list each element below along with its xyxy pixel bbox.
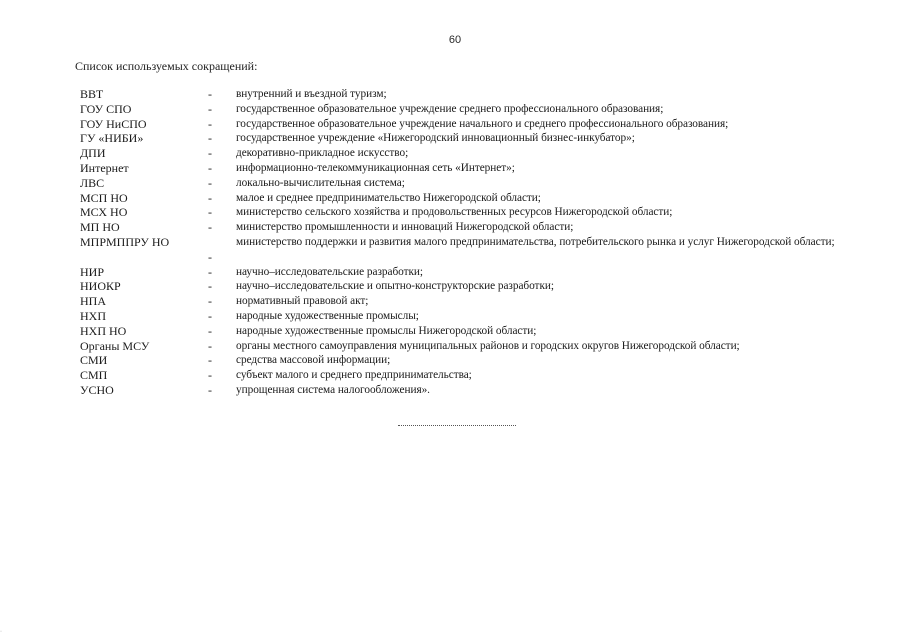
abbreviation-term: СМП — [80, 368, 108, 383]
abbreviation-row — [80, 176, 852, 191]
abbreviation-definition: министерство поддержки и развития малого предпринимательства, потребительского рынка и услуг Нижегородской области; — [236, 235, 835, 248]
abbreviation-row — [80, 339, 852, 354]
abbreviation-dash: - — [208, 101, 212, 116]
abbreviation-definition: нормативный правовой акт; — [236, 295, 369, 308]
abbreviation-term: НХП — [80, 308, 106, 323]
abbreviation-term: ВВТ — [80, 87, 104, 101]
abbreviation-definition: народные художественные промыслы; — [236, 309, 419, 322]
abbreviation-term: МПРМППРУ НО — [80, 234, 170, 249]
abbreviation-definition: государственное учреждение «Нижегородский инновационный бизнес-инкубатор»; — [236, 132, 635, 145]
abbreviation-term: ДПИ — [80, 146, 106, 161]
abbreviation-row — [80, 265, 852, 280]
abbreviation-dash: - — [208, 353, 212, 368]
abbreviation-dash: - — [208, 294, 212, 309]
abbreviation-row — [80, 220, 852, 235]
abbreviation-dash: - — [208, 249, 212, 264]
abbreviation-definition: внутренний и въездной туризм; — [236, 88, 387, 100]
abbreviation-dash: - — [208, 116, 212, 131]
abbreviation-dash: - — [208, 264, 212, 279]
abbreviation-dash: - — [208, 382, 212, 397]
abbreviation-term: ГОУ СПО — [80, 101, 132, 116]
abbreviation-dash: - — [208, 131, 212, 146]
abbreviation-row — [80, 146, 852, 161]
abbreviation-term: НИР — [80, 264, 105, 279]
abbreviation-definition: субъект малого и среднего предпринимательства; — [236, 369, 472, 382]
abbreviation-dash: - — [208, 308, 212, 323]
abbreviation-definition: научно–исследовательские разработки; — [236, 265, 424, 278]
abbreviation-definition: народные художественные промыслы Нижегородской области; — [236, 324, 537, 337]
abbreviation-row — [80, 161, 852, 176]
abbreviation-dash: - — [208, 175, 212, 190]
abbreviation-definition: государственное образовательное учреждение начального и среднего профессионального образования; — [236, 117, 729, 130]
abbreviation-term: ГУ «НИБИ» — [80, 131, 144, 146]
abbreviation-row — [80, 368, 852, 383]
abbreviation-dash: - — [208, 190, 212, 205]
abbreviation-definition: министерство промышленности и инноваций Нижегородской области; — [236, 221, 574, 234]
abbreviation-definition: локально-вычислительная система; — [236, 176, 405, 189]
abbreviation-definition: средства массовой информации; — [236, 354, 391, 367]
abbreviation-definition: малое и среднее предпринимательство Нижегородской области; — [236, 191, 541, 204]
scan-speck: · — [0, 629, 2, 635]
abbreviation-definition: государственное образовательное учреждение среднего профессионального образования; — [236, 102, 664, 115]
abbreviation-row — [80, 309, 852, 324]
abbreviation-definition: министерство сельского хозяйства и продовольственных ресурсов Нижегородской области; — [236, 206, 673, 219]
abbreviation-list-heading: Список используемых сокращений: — [75, 59, 258, 73]
abbreviation-definition: декоративно-прикладное искусство; — [236, 147, 409, 160]
abbreviation-term: ЛВС — [80, 175, 105, 190]
abbreviation-definition: упрощенная система налогообложения». — [236, 383, 430, 396]
abbreviation-term: НХП НО — [80, 323, 127, 338]
page-number: 60 — [448, 34, 462, 46]
abbreviation-row — [80, 383, 852, 398]
abbreviation-definition: органы местного самоуправления муниципальных районов и городских округов Нижегородской области; — [236, 339, 740, 352]
abbreviation-term: ГОУ НиСПО — [80, 116, 147, 131]
abbreviation-dash: - — [208, 220, 212, 235]
abbreviation-dash: - — [208, 205, 212, 220]
abbreviation-term: СМИ — [80, 353, 108, 368]
abbreviation-definition: научно–исследовательские и опытно-конструкторские разработки; — [236, 280, 554, 293]
abbreviation-dash: - — [208, 87, 212, 101]
abbreviation-term: Органы МСУ — [80, 338, 150, 353]
abbreviation-row — [80, 87, 852, 102]
end-of-list-divider — [398, 425, 516, 426]
abbreviation-row — [80, 353, 852, 368]
abbreviation-dash: - — [208, 279, 212, 294]
abbreviation-row — [80, 117, 852, 132]
abbreviation-term: МСХ НО — [80, 205, 128, 220]
abbreviation-term: Интернет — [80, 160, 129, 175]
abbreviation-row — [80, 205, 852, 220]
abbreviation-row — [80, 131, 852, 146]
abbreviation-term: НИОКР — [80, 279, 121, 294]
abbreviation-term: МСП НО — [80, 190, 128, 205]
abbreviation-definition: информационно-телекоммуникационная сеть «Интернет»; — [236, 161, 515, 174]
abbreviation-row — [80, 324, 852, 339]
abbreviation-dash: - — [208, 146, 212, 161]
abbreviation-dash: - — [208, 160, 212, 175]
abbreviation-row — [80, 294, 852, 309]
abbreviation-row — [80, 102, 852, 117]
abbreviation-dash: - — [208, 323, 212, 338]
abbreviation-row — [80, 191, 852, 206]
abbreviation-row — [80, 235, 852, 265]
abbreviation-dash: - — [208, 338, 212, 353]
abbreviation-term: НПА — [80, 294, 106, 309]
abbreviation-term: МП НО — [80, 220, 120, 235]
abbreviation-table — [80, 87, 852, 398]
abbreviation-row — [80, 279, 852, 294]
abbreviation-dash: - — [208, 368, 212, 383]
abbreviation-term: УСНО — [80, 382, 114, 397]
